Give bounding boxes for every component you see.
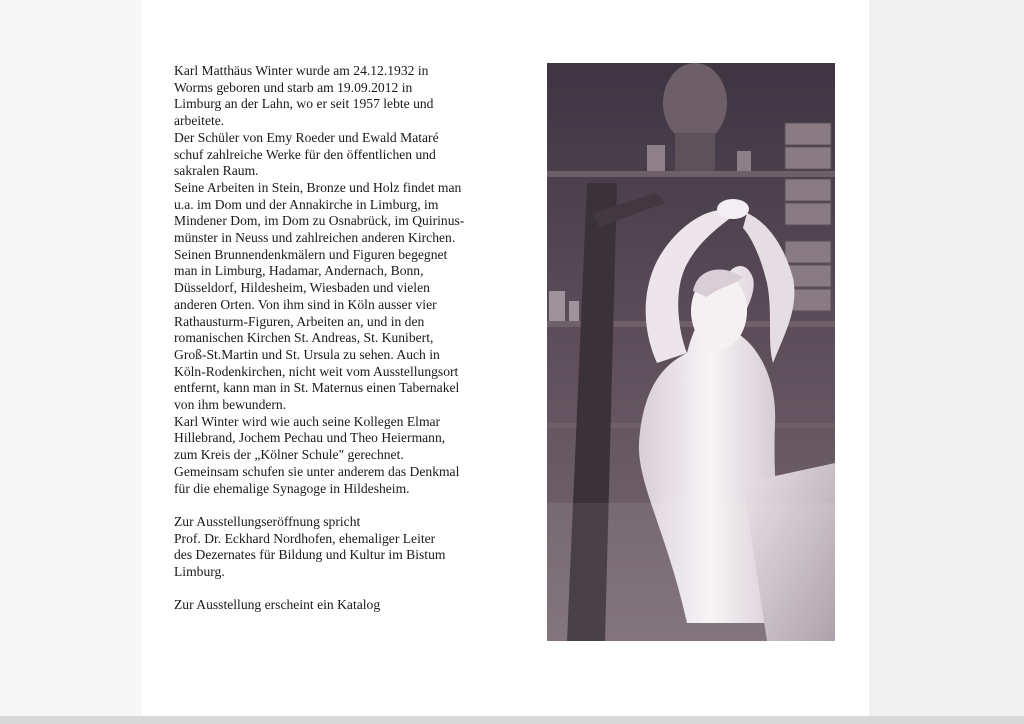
sculpture-photo bbox=[547, 63, 835, 641]
text-line: Seinen Brunnendenkmälern und Figuren begegnet bbox=[174, 246, 448, 262]
text-line: Groß-St.Martin und St. Ursula zu sehen. Auch in bbox=[174, 346, 440, 362]
text-line: Seine Arbeiten in Stein, Bronze und Holz findet man bbox=[174, 179, 462, 195]
text-line: des Dezernates für Bildung und Kultur im Bistum bbox=[174, 547, 446, 563]
jar bbox=[569, 301, 579, 321]
text-line: arbeitete. bbox=[174, 113, 225, 129]
text-line: Rathausturm-Figuren, Arbeiten an, und in den bbox=[174, 313, 425, 329]
jar bbox=[549, 291, 565, 321]
text-line: anderen Orten. Von ihm sind in Köln ausser vier bbox=[174, 296, 437, 312]
studio-shelf bbox=[547, 171, 835, 177]
text-line: Zur Ausstellungseröffnung spricht bbox=[174, 513, 361, 529]
text-line: Limburg. bbox=[174, 564, 225, 580]
text-line: Gemeinsam schufen sie unter anderem das Denkmal bbox=[174, 463, 460, 479]
text-line: Limburg an der Lahn, wo er seit 1957 lebte und bbox=[174, 96, 434, 112]
scan-margin-right bbox=[869, 0, 1024, 724]
paragraph-gap bbox=[174, 581, 504, 598]
text-line: Prof. Dr. Eckhard Nordhofen, ehemaliger Leiter bbox=[174, 530, 436, 546]
text-line: romanischen Kirchen St. Andreas, St. Kunibert, bbox=[174, 330, 434, 346]
scan-margin-left bbox=[0, 0, 142, 724]
jar bbox=[737, 151, 751, 171]
text-line: Mindener Dom, im Dom zu Osnabrück, im Quirinus- bbox=[174, 213, 465, 229]
text-line: Hillebrand, Jochem Pechau und Theo Heiermann, bbox=[174, 430, 446, 446]
bust-head bbox=[663, 63, 727, 143]
biography-paragraph bbox=[174, 63, 504, 497]
text-line: schuf zahlreiche Werke für den öffentlichen und bbox=[174, 146, 436, 162]
text-line: Karl Matthäus Winter wurde am 24.12.1932 in bbox=[174, 63, 429, 78]
text-line: Karl Winter wird wie auch seine Kollegen Elmar bbox=[174, 413, 441, 429]
light-wash bbox=[547, 503, 835, 641]
text-line: von ihm bewundern. bbox=[174, 397, 287, 413]
scan-bottom-edge bbox=[0, 716, 1024, 724]
paragraph-gap bbox=[174, 497, 504, 514]
text-line: u.a. im Dom und der Annakirche in Limburg, im bbox=[174, 196, 439, 212]
text-line: für die ehemalige Synagoge in Hildesheim. bbox=[174, 480, 410, 496]
document-text bbox=[174, 63, 504, 614]
text-line: Düsseldorf, Hildesheim, Wiesbaden und vielen bbox=[174, 280, 430, 296]
text-line: Der Schüler von Emy Roeder und Ewald Mataré bbox=[174, 129, 439, 145]
jar bbox=[647, 145, 665, 171]
opening-speech-paragraph bbox=[174, 514, 504, 581]
bust-neck bbox=[675, 133, 715, 171]
text-line: zum Kreis der „Kölner Schule" gerechnet. bbox=[174, 447, 404, 463]
text-line: man in Limburg, Hadamar, Andernach, Bonn, bbox=[174, 263, 424, 279]
sculpture-hands bbox=[717, 199, 749, 219]
text-line: Köln-Rodenkirchen, nicht weit vom Ausstellungsort bbox=[174, 363, 459, 379]
text-line: sakralen Raum. bbox=[174, 163, 259, 179]
text-line: münster in Neuss und zahlreichen anderen Kirchen. bbox=[174, 230, 456, 246]
sculpture-photo-illustration bbox=[547, 63, 835, 641]
catalog-line: Zur Ausstellung erscheint ein Katalog bbox=[174, 597, 381, 613]
text-line: entfernt, kann man in St. Maternus einen Tabernakel bbox=[174, 380, 460, 396]
text-line: Worms geboren und starb am 19.09.2012 in bbox=[174, 79, 413, 95]
